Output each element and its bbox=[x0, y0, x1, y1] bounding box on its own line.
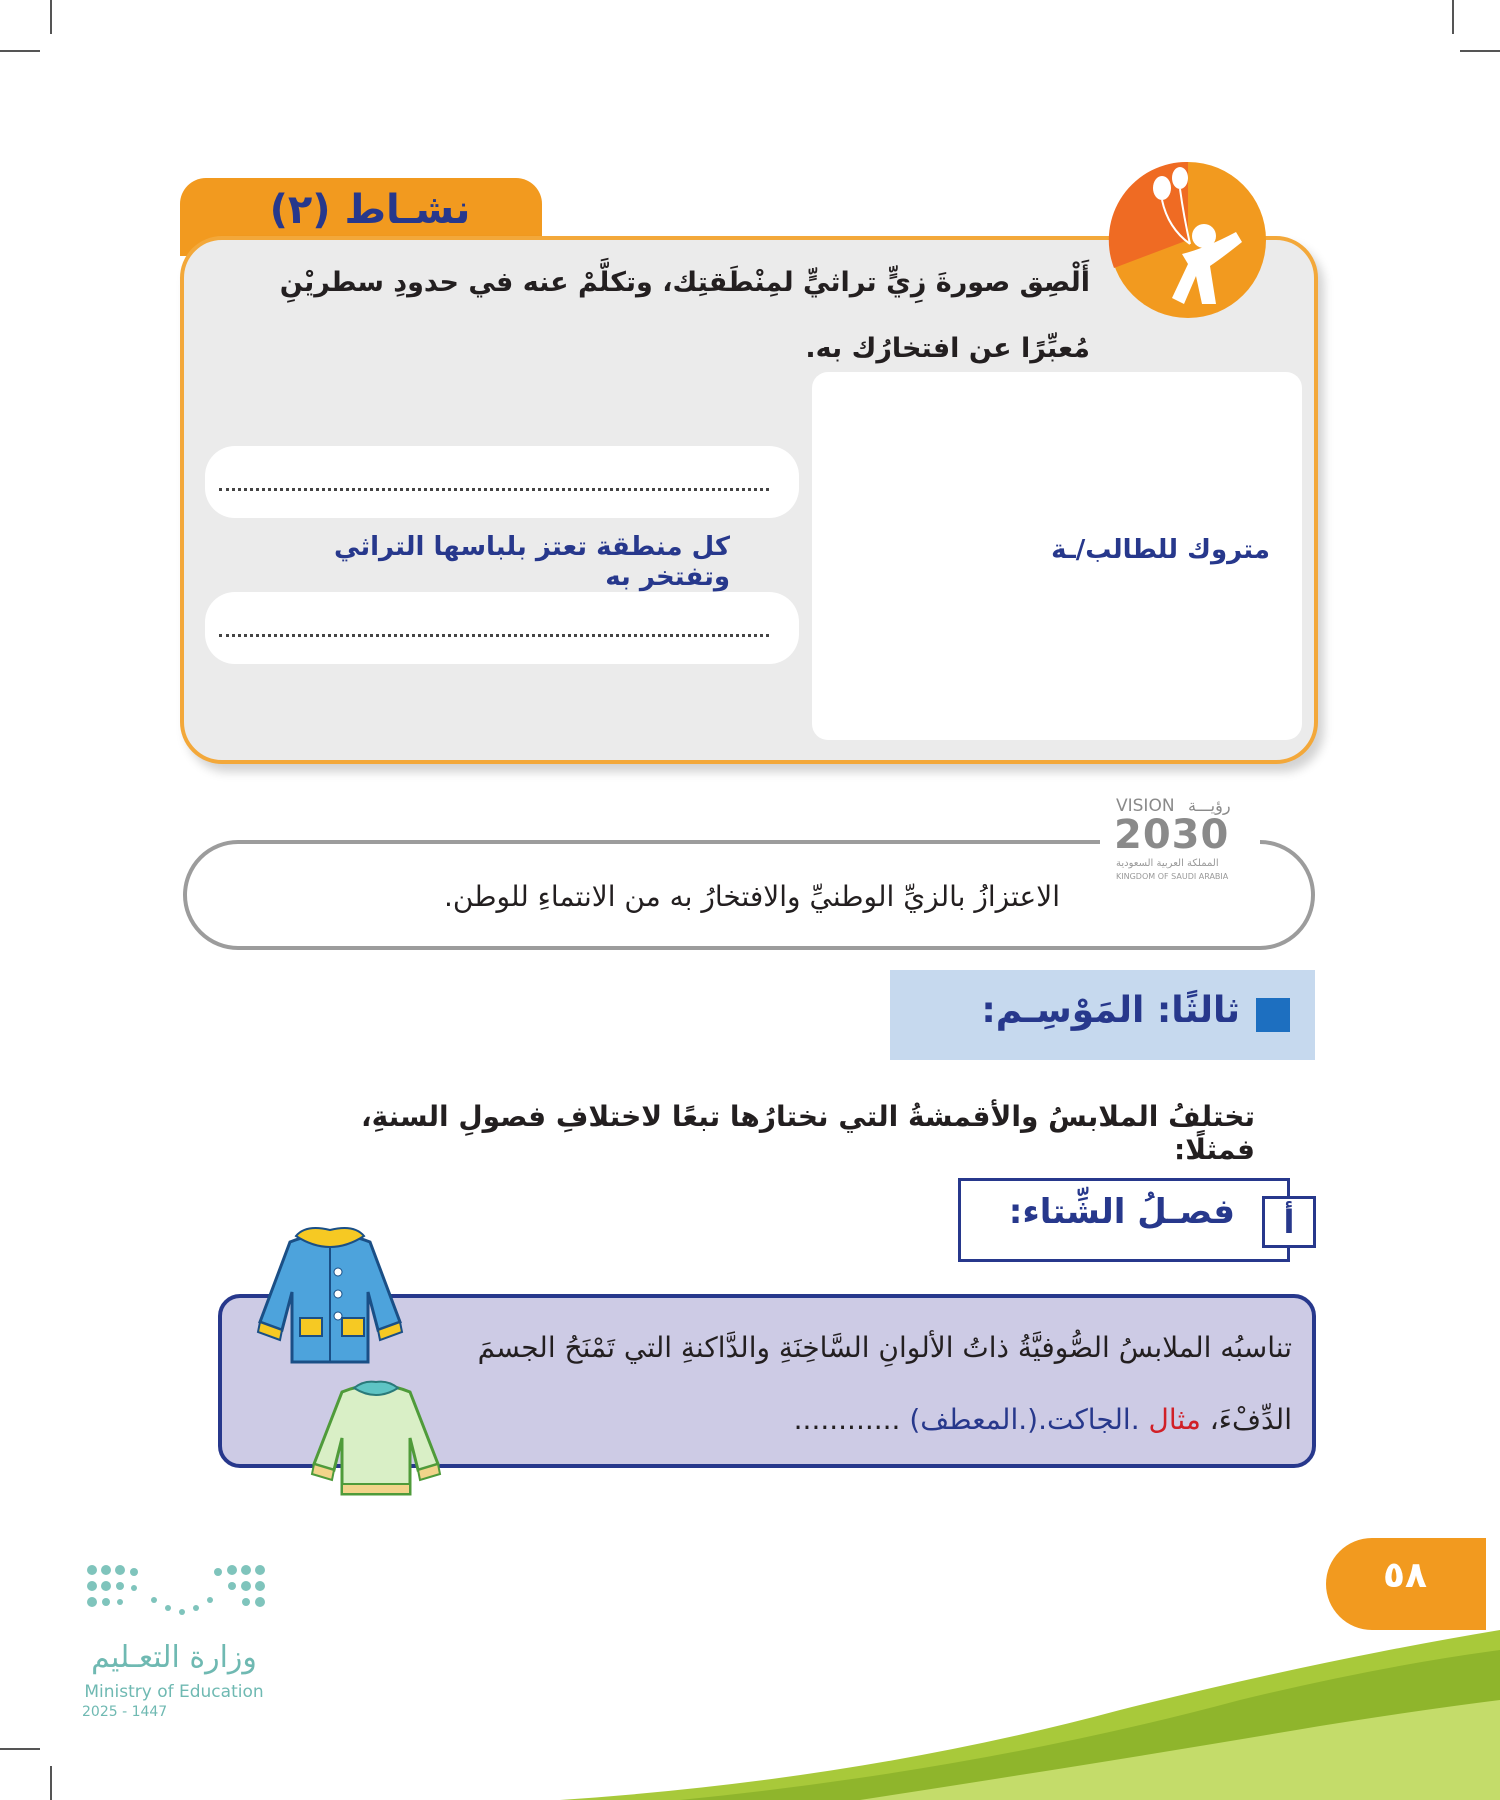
crop-mark bbox=[50, 0, 52, 34]
activity-balloon-icon bbox=[1106, 158, 1270, 322]
answer-line-1[interactable] bbox=[205, 446, 799, 518]
crop-mark bbox=[1460, 50, 1500, 52]
winter-letter-badge: أ bbox=[1262, 1196, 1316, 1248]
ministry-name-ar: وزارة التعـليم bbox=[91, 1640, 257, 1675]
value-statement: الاعتزازُ بالزيِّ الوطنيِّ والافتخارُ به من الانتماءِ للوطن. bbox=[443, 880, 1060, 913]
vision-2030-logo bbox=[1100, 796, 1260, 884]
vision-logo-year: 2030 bbox=[1114, 812, 1230, 858]
photo-placeholder-label: متروك للطالب/ـة bbox=[1051, 535, 1270, 565]
section-title: ثالثًا: المَوْسِـم: bbox=[981, 990, 1240, 1031]
winter-example-answer: .الجاكت.(.المعطف) bbox=[909, 1403, 1140, 1436]
crop-mark bbox=[1452, 0, 1454, 34]
page-number: ٥٨ bbox=[1383, 1555, 1427, 1596]
vision-logo-country-ar: المملكة العربية السعودية bbox=[1116, 858, 1219, 869]
ministry-year: 2025 - 1447 bbox=[82, 1704, 168, 1720]
winter-sweater-icon bbox=[306, 1376, 446, 1502]
answer-hint: كل منطقة تعتز بلباسها التراثي وتفتخر به bbox=[334, 532, 730, 592]
crop-mark bbox=[50, 1766, 52, 1800]
winter-example-dots: ............ bbox=[793, 1403, 901, 1436]
vision-logo-latin: VISION bbox=[1116, 796, 1175, 816]
section-intro: تختلفُ الملابسُ والأقمشةُ التي نختارُها تبعًا لاختلافِ فصولِ السنةِ، فمثلًا: bbox=[360, 1100, 1255, 1166]
activity-instruction: أَلْصِق صورةَ زِيٍّ تراثيٍّ لمِنْطَقتِك، وتكلَّمْ عنه في حدودِ سطريْنِ مُعبِّرًا عن افتخارُك به. bbox=[279, 267, 1090, 364]
crop-mark bbox=[0, 50, 40, 52]
winter-example-label: مثال bbox=[1148, 1403, 1201, 1436]
ministry-logo-icon bbox=[84, 1560, 268, 1630]
winter-text bbox=[420, 1312, 1292, 1456]
winter-title: فصـلُ الشِّتاء: bbox=[1008, 1192, 1235, 1232]
ministry-name-en: Ministry of Education bbox=[84, 1682, 264, 1702]
winter-description: تناسبُه الملابسُ الصُّوفيَّةُ ذاتُ الألوانِ السَّاخِنَةِ والدَّاكنةِ التي تَمْنَحُ الجسمَ الدِّفْءَ، bbox=[477, 1331, 1292, 1436]
answer-line-2[interactable] bbox=[205, 592, 799, 664]
section-bullet-square bbox=[1256, 998, 1290, 1032]
vision-logo-country-en: KINGDOM OF SAUDI ARABIA bbox=[1116, 872, 1229, 881]
vision-logo-arabic: رؤيـــة bbox=[1188, 796, 1231, 815]
activity-title: نشـاط (٢) bbox=[269, 187, 471, 233]
crop-mark bbox=[0, 1748, 40, 1750]
winter-coat-icon bbox=[250, 1222, 410, 1372]
decorative-swoosh bbox=[560, 1630, 1500, 1800]
